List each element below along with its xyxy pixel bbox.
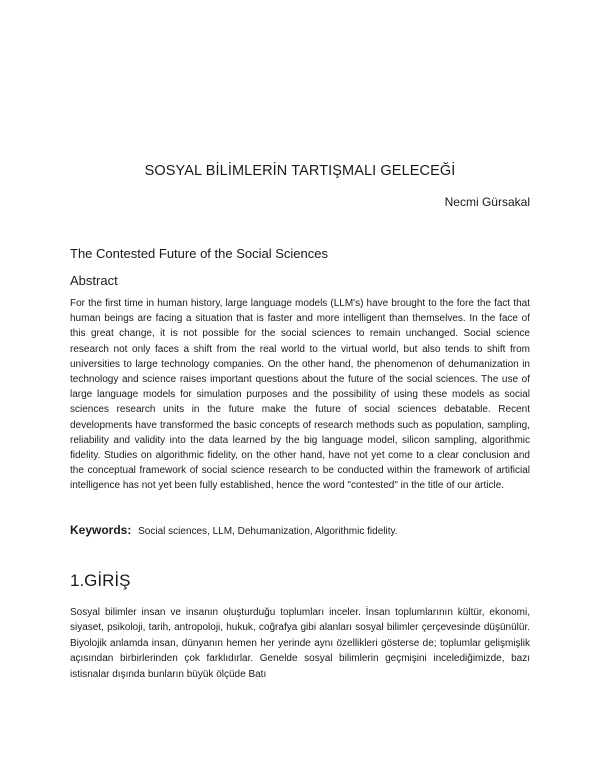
section-heading-intro: 1.GİRİŞ (70, 571, 131, 590)
intro-paragraph: Sosyal bilimler insan ve insanın oluşturduğu toplumları inceler. İnsan toplumlarının kültür, ekonomi, siyaset, psikoloji, tarih, antropoloji, hukuk, coğrafya gibi alanları sosyal bilimler çerçevesinde düşünülür. Biyolojik anlamda insan, dünyanın hemen her yerinde aynı özellikleri gösterse de; toplumlar gelişmişlik açısından birbirlerinden çok farklıdırlar. Genelde sosyal bilimlerin geçmişini incelediğimizde, bazı istisnalar dışında bunların büyük ölçüde Batı (70, 607, 530, 680)
abstract-paragraph: For the first time in human history, large language models (LLM's) have brought to the fore the fact that human beings are facing a situation that is faster and more intelligent than themselves. In the face of this great change, it is not possible for the social sciences to remain unchanged. Social science research not only faces a shift from the real world to the virtual world, but also tends to shift from universities to large technology companies. On the other hand, the phenomenon of dehumanization in technology and science raises important questions about the future of the social sciences. The use of large language models for simulation purposes and the possibility of using these models as social sciences research units in the future make the future of social sciences debatable. Recent developments have transformed the basic concepts of research methods such as population, sampling, reliability and validity into the data learned by the big language model, silicon sampling, algorithmic fidelity. Studies on algorithmic fidelity, on the other hand, have not yet come to a clear conclusion and the conceptual framework of social science research to be conducted within the framework of artificial intelligence has not yet been fully established, hence the word "contested" in the title of our article. (70, 298, 530, 492)
keywords-value: Social sciences, LLM, Dehumanization, Algorithmic fidelity. (138, 526, 398, 537)
page-title: SOSYAL BİLİMLERİN TARTIŞMALI GELECEĞİ (144, 163, 456, 179)
keywords-line (70, 523, 530, 537)
abstract-heading: Abstract (70, 273, 118, 288)
english-title: The Contested Future of the Social Sciences (70, 246, 328, 261)
keywords-label: Keywords: (70, 523, 132, 537)
author-name: Necmi Gürsakal (444, 195, 530, 209)
